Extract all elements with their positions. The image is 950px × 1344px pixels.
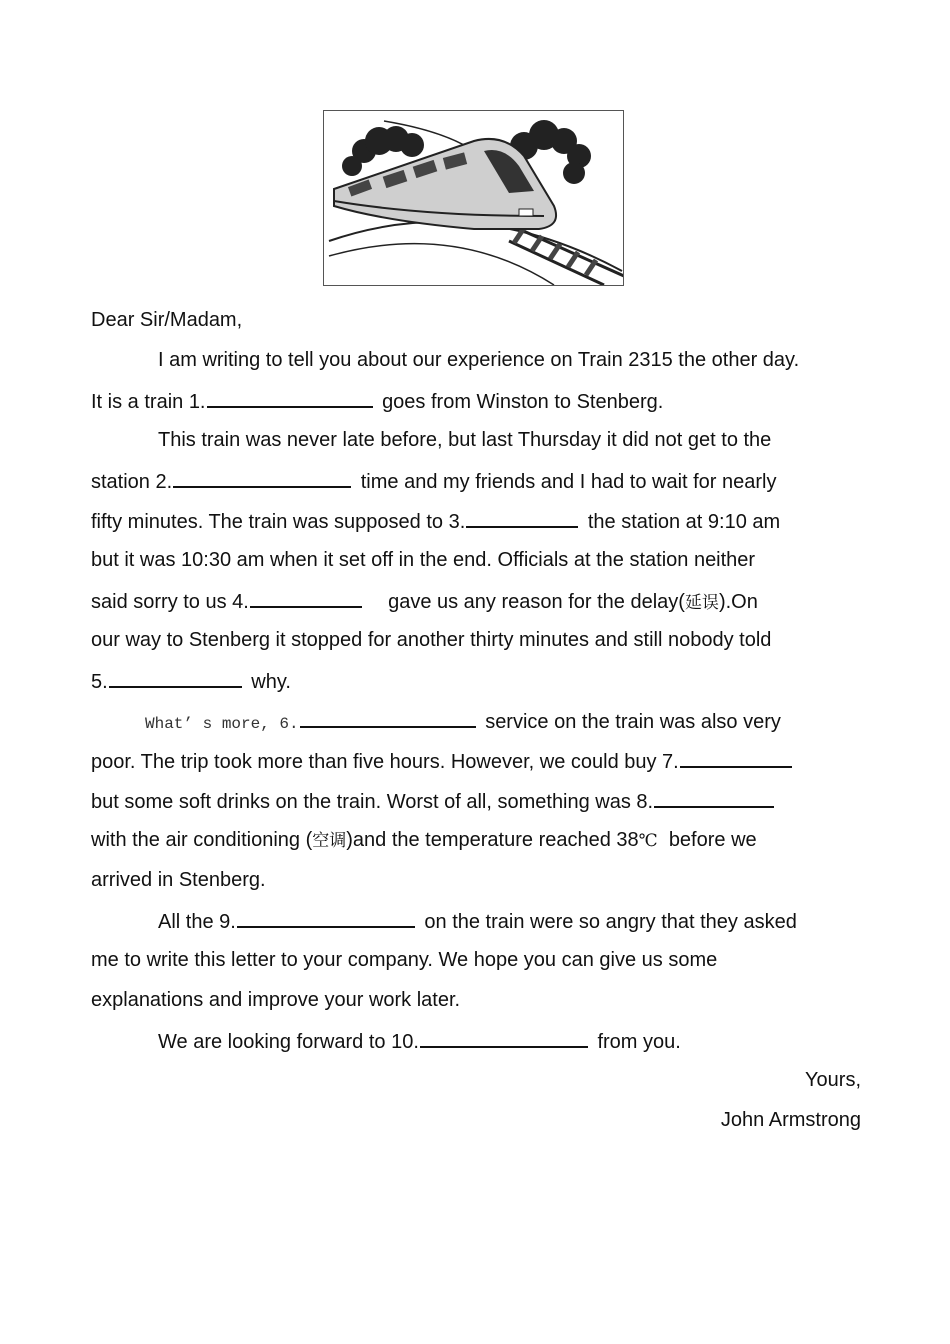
p3-line2: poor. The trip took more than five hours. However, we could buy 7. (91, 748, 796, 774)
blank-10[interactable] (420, 1028, 588, 1048)
train-illustration (323, 110, 624, 286)
p5-line1: We are looking forward to 10. from you. (158, 1028, 681, 1054)
p3-line4: with the air conditioning (空调)and the temperature reached 38℃ before we (91, 829, 757, 851)
blank-2[interactable] (173, 468, 351, 488)
salutation: Dear Sir/Madam, (91, 309, 243, 331)
signature: John Armstrong (720, 1109, 861, 1131)
blank-1[interactable] (207, 388, 373, 408)
p2-line7: 5. why. (91, 668, 291, 694)
blank-8[interactable] (654, 788, 774, 808)
p3-line3: but some soft drinks on the train. Worst of all, something was 8. (91, 788, 778, 814)
p4-line3: explanations and improve your work later. (91, 989, 461, 1011)
blank-9[interactable] (237, 908, 415, 928)
p3-line5: arrived in Stenberg. (91, 869, 266, 891)
blank-5[interactable] (109, 668, 242, 688)
p2-line4: but it was 10:30 am when it set off in the end. Officials at the station neither (91, 549, 756, 571)
p2-line3: fifty minutes. The train was supposed to 3. the station at 9:10 am (91, 508, 780, 534)
p3-line1: What’ s more, 6. service on the train was also very (145, 708, 781, 736)
p2-line5: said sorry to us 4. gave us any reason for the delay(延误).On (91, 588, 758, 615)
p2-line6: our way to Stenberg it stopped for another thirty minutes and still nobody told (91, 629, 772, 651)
blank-4[interactable] (250, 588, 362, 608)
p4-line2: me to write this letter to your company. We hope you can give us some (91, 949, 718, 971)
p2-line2: station 2. time and my friends and I had to wait for nearly (91, 468, 777, 494)
p4-line1: All the 9. on the train were so angry that they asked (158, 908, 797, 934)
blank-3[interactable] (466, 508, 578, 528)
train-icon (324, 111, 623, 285)
blank-6[interactable] (300, 708, 476, 728)
p1-line1: I am writing to tell you about our experience on Train 2315 the other day. (158, 349, 800, 371)
blank-7[interactable] (680, 748, 792, 768)
p2-line1: This train was never late before, but last Thursday it did not get to the (158, 429, 772, 451)
closing: Yours, (805, 1069, 861, 1091)
p1-line2: It is a train 1. goes from Winston to Stenberg. (91, 388, 663, 414)
